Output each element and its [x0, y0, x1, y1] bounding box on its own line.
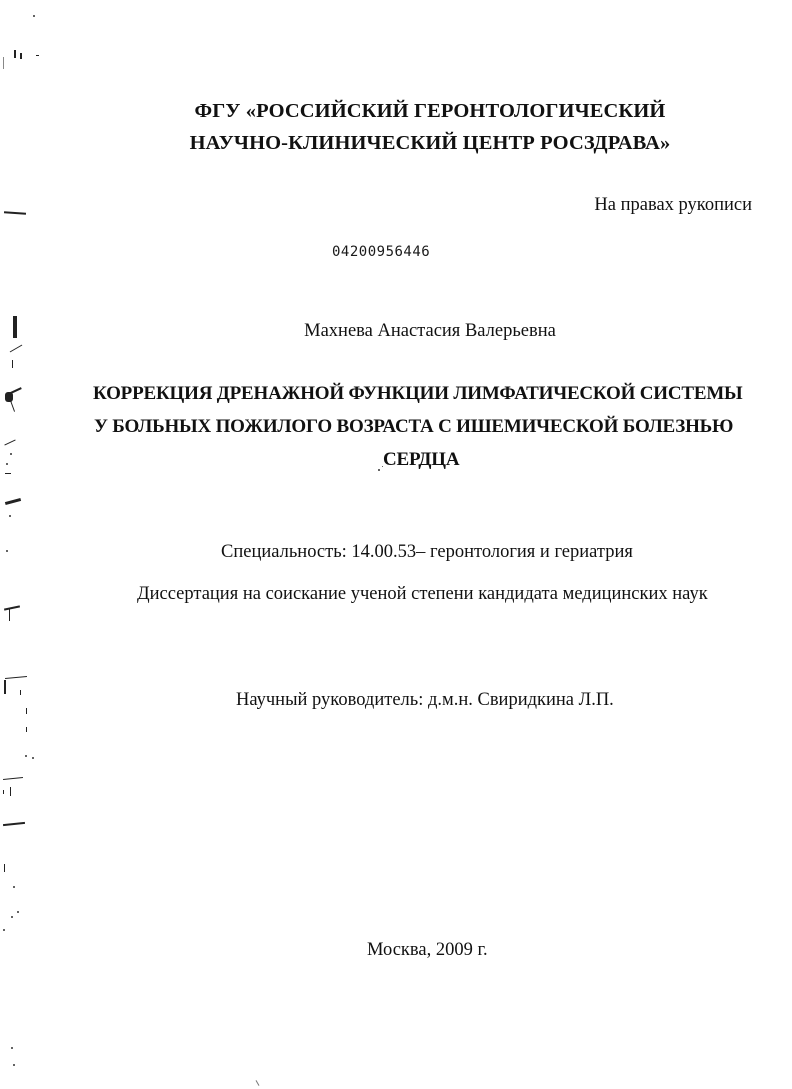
scan-speck	[3, 929, 5, 931]
scan-speck	[33, 15, 35, 17]
scan-speck	[3, 790, 4, 794]
scan-mark	[4, 680, 6, 694]
scan-mark	[3, 777, 23, 780]
place-year-text: Москва, 2009 г.	[367, 940, 488, 960]
scan-speck	[6, 550, 8, 552]
organization-line-1: ФГУ «РОССИЙСКИЙ ГЕРОНТОЛОГИЧЕСКИЙ	[194, 100, 666, 122]
scan-speck	[5, 473, 11, 474]
organization-line-2: НАУЧНО-КЛИНИЧЕСКИЙ ЦЕНТР РОСЗДРАВА»	[189, 132, 671, 154]
scan-speck	[382, 466, 383, 467]
scan-mark	[5, 498, 21, 505]
scan-speck	[9, 515, 11, 517]
scan-speck	[10, 787, 11, 796]
scan-speck	[14, 50, 16, 58]
scan-speck	[20, 690, 21, 695]
scan-mark	[5, 676, 27, 679]
scan-mark	[4, 440, 15, 446]
degree-text: Диссертация на соискание ученой степени кандидата медицинских наук	[137, 584, 708, 604]
scan-speck	[13, 886, 15, 888]
scan-speck	[378, 469, 380, 471]
scan-mark	[13, 316, 17, 338]
scan-speck	[10, 453, 12, 455]
manuscript-rights-label: На правах рукописи	[594, 195, 752, 215]
catalog-number-stamp: 04200956446	[332, 244, 431, 260]
scan-mark	[12, 360, 13, 368]
scan-speck	[20, 53, 22, 59]
scan-mark	[10, 345, 23, 353]
scan-speck	[17, 911, 19, 913]
scan-speck	[256, 1080, 260, 1086]
scan-speck	[13, 1064, 15, 1066]
author-name: Махнева Анастасия Валерьевна	[304, 321, 556, 341]
dissertation-title-line-1: КОРРЕКЦИЯ ДРЕНАЖНОЙ ФУНКЦИИ ЛИМФАТИЧЕСКОЙ СИСТЕМЫ	[93, 383, 743, 404]
scan-speck	[4, 864, 5, 872]
scan-speck	[3, 57, 4, 69]
scan-mark	[4, 605, 20, 610]
scan-speck	[32, 757, 34, 759]
scan-speck	[36, 55, 39, 56]
scan-mark	[10, 400, 15, 412]
scan-mark	[9, 609, 10, 621]
scan-mark	[3, 822, 25, 826]
scan-speck	[11, 1047, 13, 1049]
scan-speck	[11, 916, 13, 918]
scan-speck	[26, 727, 27, 732]
scan-speck	[25, 755, 27, 757]
scan-mark	[8, 387, 22, 395]
specialty-text: Специальность: 14.00.53– геронтология и гериатрия	[221, 542, 633, 562]
supervisor-text: Научный руководитель: д.м.н. Свиридкина Л.П.	[236, 690, 614, 710]
scan-speck	[26, 708, 27, 714]
dissertation-title-line-3: СЕРДЦА	[383, 449, 460, 470]
scan-speck	[6, 463, 8, 465]
dissertation-title-line-2: У БОЛЬНЫХ ПОЖИЛОГО ВОЗРАСТА С ИШЕМИЧЕСКОЙ БОЛЕЗНЬЮ	[94, 416, 734, 437]
scan-mark	[4, 211, 26, 215]
